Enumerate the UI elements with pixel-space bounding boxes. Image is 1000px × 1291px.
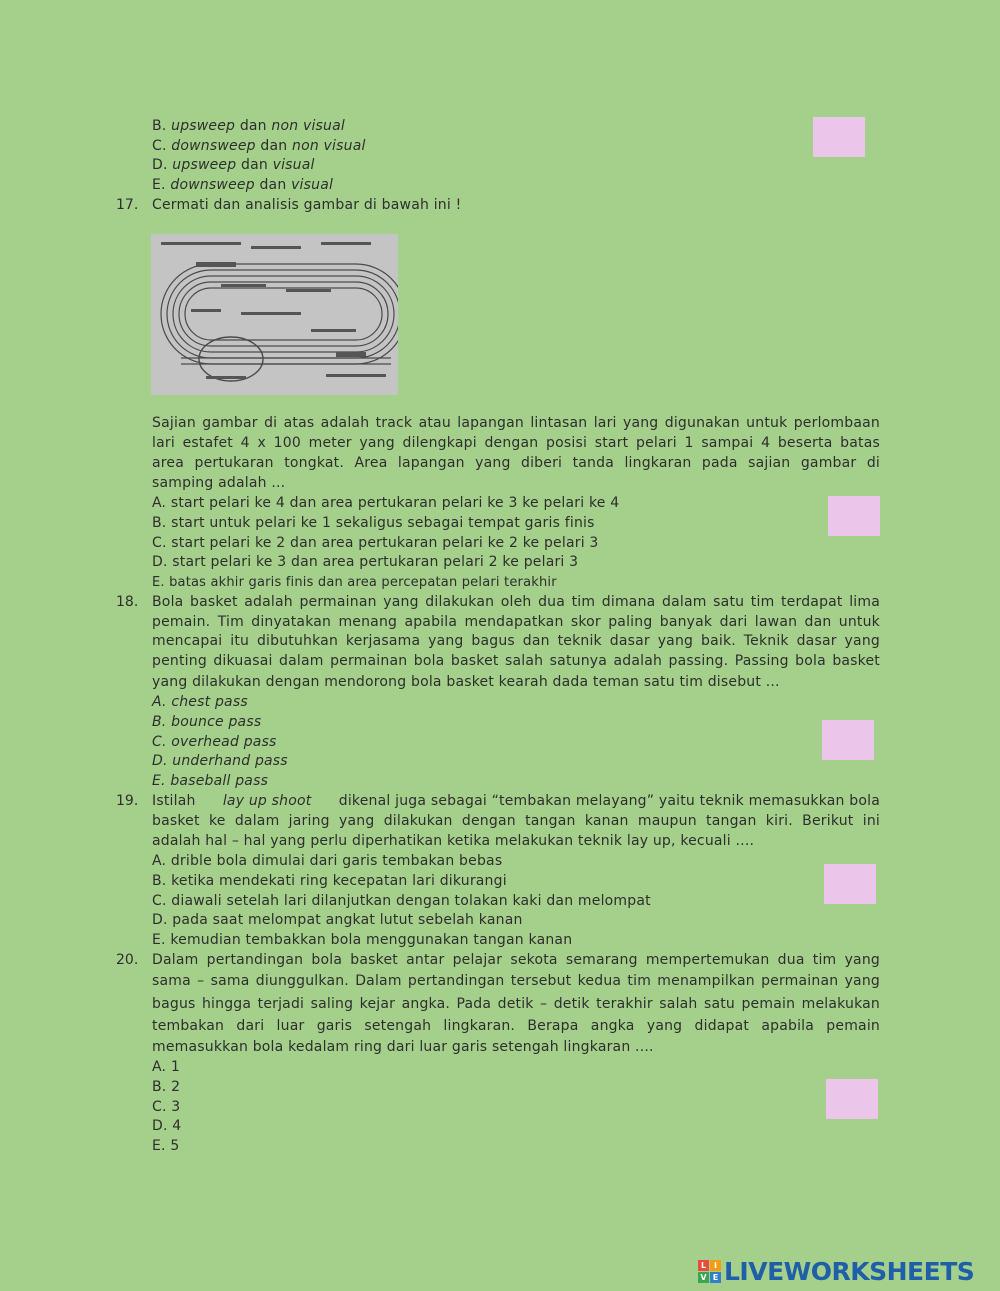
q20-option-e: E. 5 (152, 1138, 180, 1154)
q17-answer-box[interactable] (828, 496, 880, 536)
option-term: upsweep (172, 157, 237, 173)
q18-body-line: mencapai itu dibutuhkan kerjasama yang bagus dan teknik dasar yang baik. Teknik dasar yang (152, 633, 880, 649)
logo-letter: E (710, 1272, 721, 1283)
option-letter: B. (152, 118, 167, 134)
q18-number: 18. (116, 594, 139, 610)
q20-number: 20. (116, 952, 139, 968)
q17-option-d: D. start pelari ke 3 dan area pertukaran pelari 2 ke pelari 3 (152, 554, 579, 570)
q18-option-b: B. bounce pass (152, 714, 262, 730)
q20-body-line: Dalam pertandingan bola basket antar pelajar sekota semarang mempertemukan dua tim yang (152, 952, 880, 968)
q17-number: 17. (116, 197, 139, 213)
q18-option-a: A. chest pass (152, 694, 248, 710)
option-connector: dan (239, 118, 267, 134)
q20-body-line: memasukkan bola kedalam ring dari luar garis setengah lingkaran .... (152, 1039, 654, 1055)
q17-body-line: Sajian gambar di atas adalah track atau lapangan lintasan lari yang digunakan untuk perlombaan (152, 415, 880, 431)
q19-term: lay up shoot (222, 793, 312, 809)
option-letter: D. (152, 157, 168, 173)
q17-body-line: lari estafet 4 x 100 meter yang dilengkapi dengan posisi start pelari 1 sampai 4 beserta batas (152, 435, 880, 451)
option-letter: C. (152, 138, 167, 154)
q20-option-c: C. 3 (152, 1099, 181, 1115)
q20-option-a: A. 1 (152, 1059, 180, 1075)
q19-line1-rest: dikenal juga sebagai “tembakan melayang” yaitu teknik memasukkan bola (338, 793, 880, 809)
q17-body-line: area pertukaran tongkat. Area lapangan yang diberi tanda lingkaran pada sajian gambar di (152, 455, 880, 471)
q19-lead: Istilah (152, 793, 196, 809)
q18-option-d: D. underhand pass (152, 753, 288, 769)
q19-option-e: E. kemudian tembakkan bola menggunakan tangan kanan (152, 932, 573, 948)
q20-body-line: tembakan dari luar garis setengah lingkaran. Berapa angka yang didapat apabila pemain (152, 1018, 880, 1034)
option-term: non visual (271, 118, 345, 134)
q19-body-line: adalah hal – hal yang perlu diperhatikan ketika melakukan teknik lay up, kecuali .... (152, 833, 755, 849)
q16-option-c (152, 137, 366, 155)
q17-option-b: B. start untuk pelari ke 1 sekaligus sebagai tempat garis finis (152, 515, 595, 531)
q17-body-line: samping adalah ... (152, 475, 286, 491)
option-term: downsweep (170, 177, 255, 193)
option-connector: dan (260, 138, 288, 154)
q19-option-b: B. ketika mendekati ring kecepatan lari dikurangi (152, 873, 507, 889)
q17-option-c: C. start pelari ke 2 dan area pertukaran pelari ke 2 ke pelari 3 (152, 535, 599, 551)
q19-option-d: D. pada saat melompat angkat lutut sebelah kanan (152, 912, 523, 928)
q19-option-a: A. drible bola dimulai dari garis tembakan bebas (152, 853, 503, 869)
logo-letter: L (698, 1260, 709, 1271)
option-term: downsweep (171, 138, 256, 154)
q19-option-c: C. diawali setelah lari dilanjutkan dengan tolakan kaki dan melompat (152, 893, 651, 909)
q17-prompt: Cermati dan analisis gambar di bawah ini ! (152, 197, 462, 213)
option-connector: dan (259, 177, 287, 193)
option-term: visual (291, 177, 334, 193)
q18-option-c: C. overhead pass (152, 734, 277, 750)
q16-option-b (152, 117, 345, 135)
q18-option-e: E. baseball pass (152, 773, 269, 789)
logo-text: LIVEWORKSHEETS (724, 1256, 975, 1286)
q20-answer-box[interactable] (826, 1079, 878, 1119)
q19-answer-box[interactable] (824, 864, 876, 904)
logo-letter: I (710, 1260, 721, 1271)
q20-body-line: bagus hingga terjadi saling kejar angka. Pada detik – detik terakhir salah satu pemain melakukan (152, 996, 880, 1012)
option-connector: dan (240, 157, 268, 173)
track-diagram-image (151, 234, 398, 395)
option-term: upsweep (171, 118, 236, 134)
q19-body-line: basket ke dalam jaring yang dilakukan dengan tangan kanan maupun tangan kiri. Berikut ini (152, 813, 880, 829)
q16-option-e (152, 176, 333, 194)
q19-first-line (152, 792, 880, 810)
option-term: visual (272, 157, 315, 173)
option-term: non visual (292, 138, 366, 154)
q18-body-line: pemain. Tim dinyatakan menang apabila mendapatkan skor paling banyak dari lawan dan untuk (152, 614, 880, 630)
q19-number: 19. (116, 793, 139, 809)
q17-option-e: E. batas akhir garis finis dan area percepatan pelari terakhir (152, 575, 557, 590)
liveworksheets-logo[interactable] (698, 1257, 974, 1285)
q20-option-d: D. 4 (152, 1118, 182, 1134)
q17-option-a: A. start pelari ke 4 dan area pertukaran pelari ke 3 ke pelari ke 4 (152, 495, 620, 511)
q18-body-line: Bola basket adalah permainan yang dilakukan oleh dua tim dimana dalam satu tim terdapat lima (152, 594, 880, 610)
q18-body-line: penting dikuasai dalam permainan bola basket salah satunya adalah passing. Passing bola basket (152, 653, 880, 669)
logo-mark-icon (698, 1260, 721, 1283)
running-track-icon (151, 234, 398, 395)
q18-answer-box[interactable] (822, 720, 874, 760)
q16-answer-box[interactable] (813, 117, 865, 157)
q18-body-line: yang dilakukan dengan mendorong bola basket kearah dada teman satu tim disebut ... (152, 674, 780, 690)
q20-body-line: sama – sama diunggulkan. Dalam pertandingan tersebut kedua tim menampilkan permainan yang (152, 973, 880, 989)
q16-option-d (152, 156, 315, 174)
logo-letter: V (698, 1272, 709, 1283)
q20-option-b: B. 2 (152, 1079, 181, 1095)
option-letter: E. (152, 177, 166, 193)
